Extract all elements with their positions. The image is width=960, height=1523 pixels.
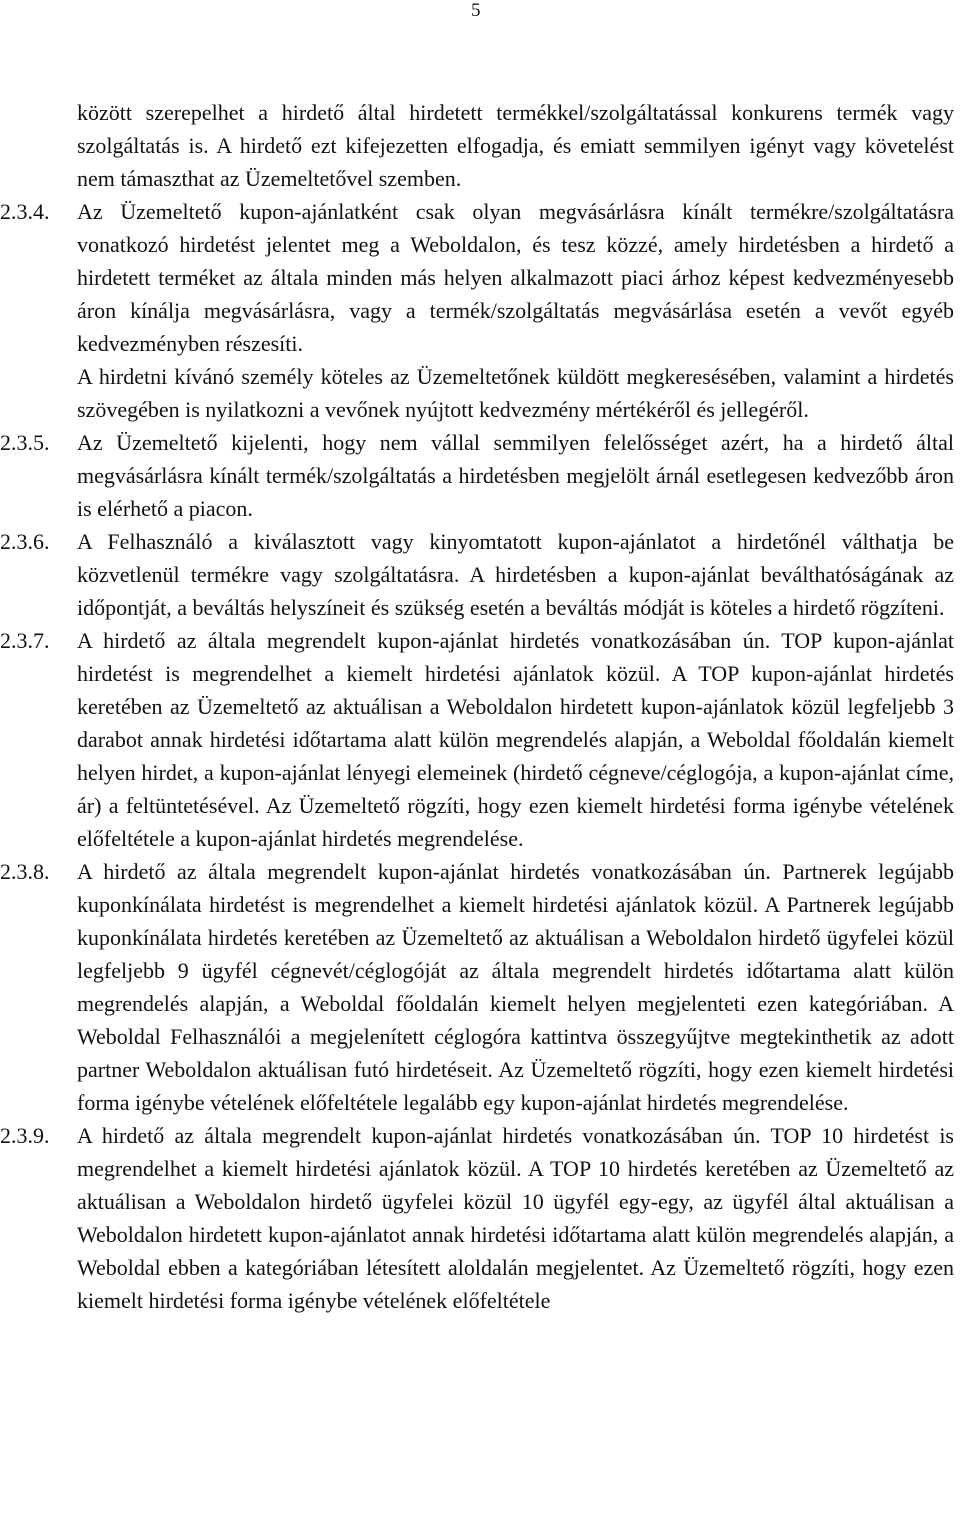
section-2-3-7 — [0, 624, 960, 855]
section-number: 2.3.9. — [0, 1123, 50, 1148]
document-body — [0, 96, 960, 1317]
section-2-3-4-continued — [0, 360, 960, 426]
section-2-3-5 — [0, 426, 960, 525]
section-number: 2.3.6. — [0, 529, 50, 554]
section-number: 2.3.7. — [0, 628, 50, 653]
page-number: 5 — [471, 0, 481, 21]
section-number: 2.3.4. — [0, 199, 50, 224]
section-2-3-4 — [0, 195, 960, 360]
paragraph-text: A hirdető az általa megrendelt kupon-ajánlat hirdetés vonatkozásában ún. TOP kupon-ajánlat hirdetést is megrendelhet a kiemelt hirdetési ajánlatok közül. A TOP kupon-ajánlat hirdetés keretében az Üzemeltető az aktuálisan a Weboldalon hirdetett kupon-ajánlatok közül legfeljebb 3 darabot annak hirdetési időtartama alatt külön megrendelés alapján, a Weboldal főoldalán kiemelt helyen hirdet, a kupon-ajánlat lényegi elemeinek (hirdető cégneve/céglogója, a kupon-ajánlat címe, ár) a feltüntetésével. Az Üzemeltető rögzíti, hogy ezen kiemelt hirdetési forma igénybe vételének előfeltétele a kupon-ajánlat hirdetés megrendelése. — [77, 628, 954, 851]
paragraph-text: A hirdető az általa megrendelt kupon-ajánlat hirdetés vonatkozásában ún. Partnerek legújabb kuponkínálata hirdetést is megrendelhet a kiemelt hirdetési ajánlatok közül. A Partnerek legújabb kuponkínálata hirdetés keretében az Üzemeltető az aktuálisan a Weboldalon hirdető ügyfelei közül legfeljebb 9 ügyfél cégnevét/céglogóját az általa megrendelt hirdetés időtartama alatt külön megrendelés alapján, a Weboldal főoldalán kiemelt helyen megjelenteti ezen kategóriában. A Weboldal Felhasználói a megjelenített céglogóra kattintva összegyűjtve megtekinthetik az adott partner Weboldalon aktuálisan futó hirdetéseit. Az Üzemeltető rögzíti, hogy ezen kiemelt hirdetési forma igénybe vételének előfeltétele legalább egy kupon-ajánlat hirdetés megrendelése. — [77, 859, 954, 1115]
section-2-3-6 — [0, 525, 960, 624]
section-number: 2.3.8. — [0, 859, 50, 884]
section-2-3-9 — [0, 1119, 960, 1317]
paragraph-text: Az Üzemeltető kijelenti, hogy nem vállal semmilyen felelősséget azért, ha a hirdető által megvásárlásra kínált termék/szolgáltatás a hirdetésben megjelölt árnál esetlegesen kedvezőbb áron is elérhető a piacon. — [77, 430, 954, 521]
section-2-3-8 — [0, 855, 960, 1119]
paragraph-text: Az Üzemeltető kupon-ajánlatként csak olyan megvásárlásra kínált termékre/szolgáltatásra vonatkozó hirdetést jelentet meg a Weboldalon, és tesz közzé, amely hirdetésben a hirdető a hirdetett terméket az általa minden más helyen alkalmazott piaci árhoz képest kedvezményesebb áron kínálja megvásárlásra, vagy a termék/szolgáltatás megvásárlása esetén a vevőt egyéb kedvezményben részesíti. — [77, 199, 954, 356]
paragraph-text: között szerepelhet a hirdető által hirdetett termékkel/szolgáltatással konkurens termék vagy szolgáltatás is. A hirdető ezt kifejezetten elfogadja, és emiatt semmilyen igényt vagy követelést nem támaszthat az Üzemeltetővel szemben. — [77, 100, 954, 191]
section-number: 2.3.5. — [0, 430, 50, 455]
paragraph-continuation — [0, 96, 960, 195]
paragraph-text: A hirdető az általa megrendelt kupon-ajánlat hirdetés vonatkozásában ún. TOP 10 hirdetést is megrendelhet a kiemelt hirdetési ajánlatok közül. A TOP 10 hirdetés keretében az Üzemeltető az aktuálisan a Weboldalon hirdető ügyfelei közül 10 ügyfél egy-egy, az ügyfél által aktuálisan a Weboldalon hirdetett kupon-ajánlatot annak hirdetési időtartama alatt külön megrendelés alapján, a Weboldal ebben a kategóriában létesített aloldalán megjelentet. Az Üzemeltető rögzíti, hogy ezen kiemelt hirdetési forma igénybe vételének előfeltétele — [77, 1123, 954, 1313]
paragraph-text: A hirdetni kívánó személy köteles az Üzemeltetőnek küldött megkeresésében, valamint a hirdetés szövegében is nyilatkozni a vevőnek nyújtott kedvezmény mértékéről és jellegéről. — [77, 364, 954, 422]
paragraph-text: A Felhasználó a kiválasztott vagy kinyomtatott kupon-ajánlatot a hirdetőnél válthatja be közvetlenül termékre vagy szolgáltatásra. A hirdetésben a kupon-ajánlat beválthatóságának az időpontját, a beváltás helyszíneit és szükség esetén a beváltás módját is köteles a hirdető rögzíteni. — [77, 529, 954, 620]
